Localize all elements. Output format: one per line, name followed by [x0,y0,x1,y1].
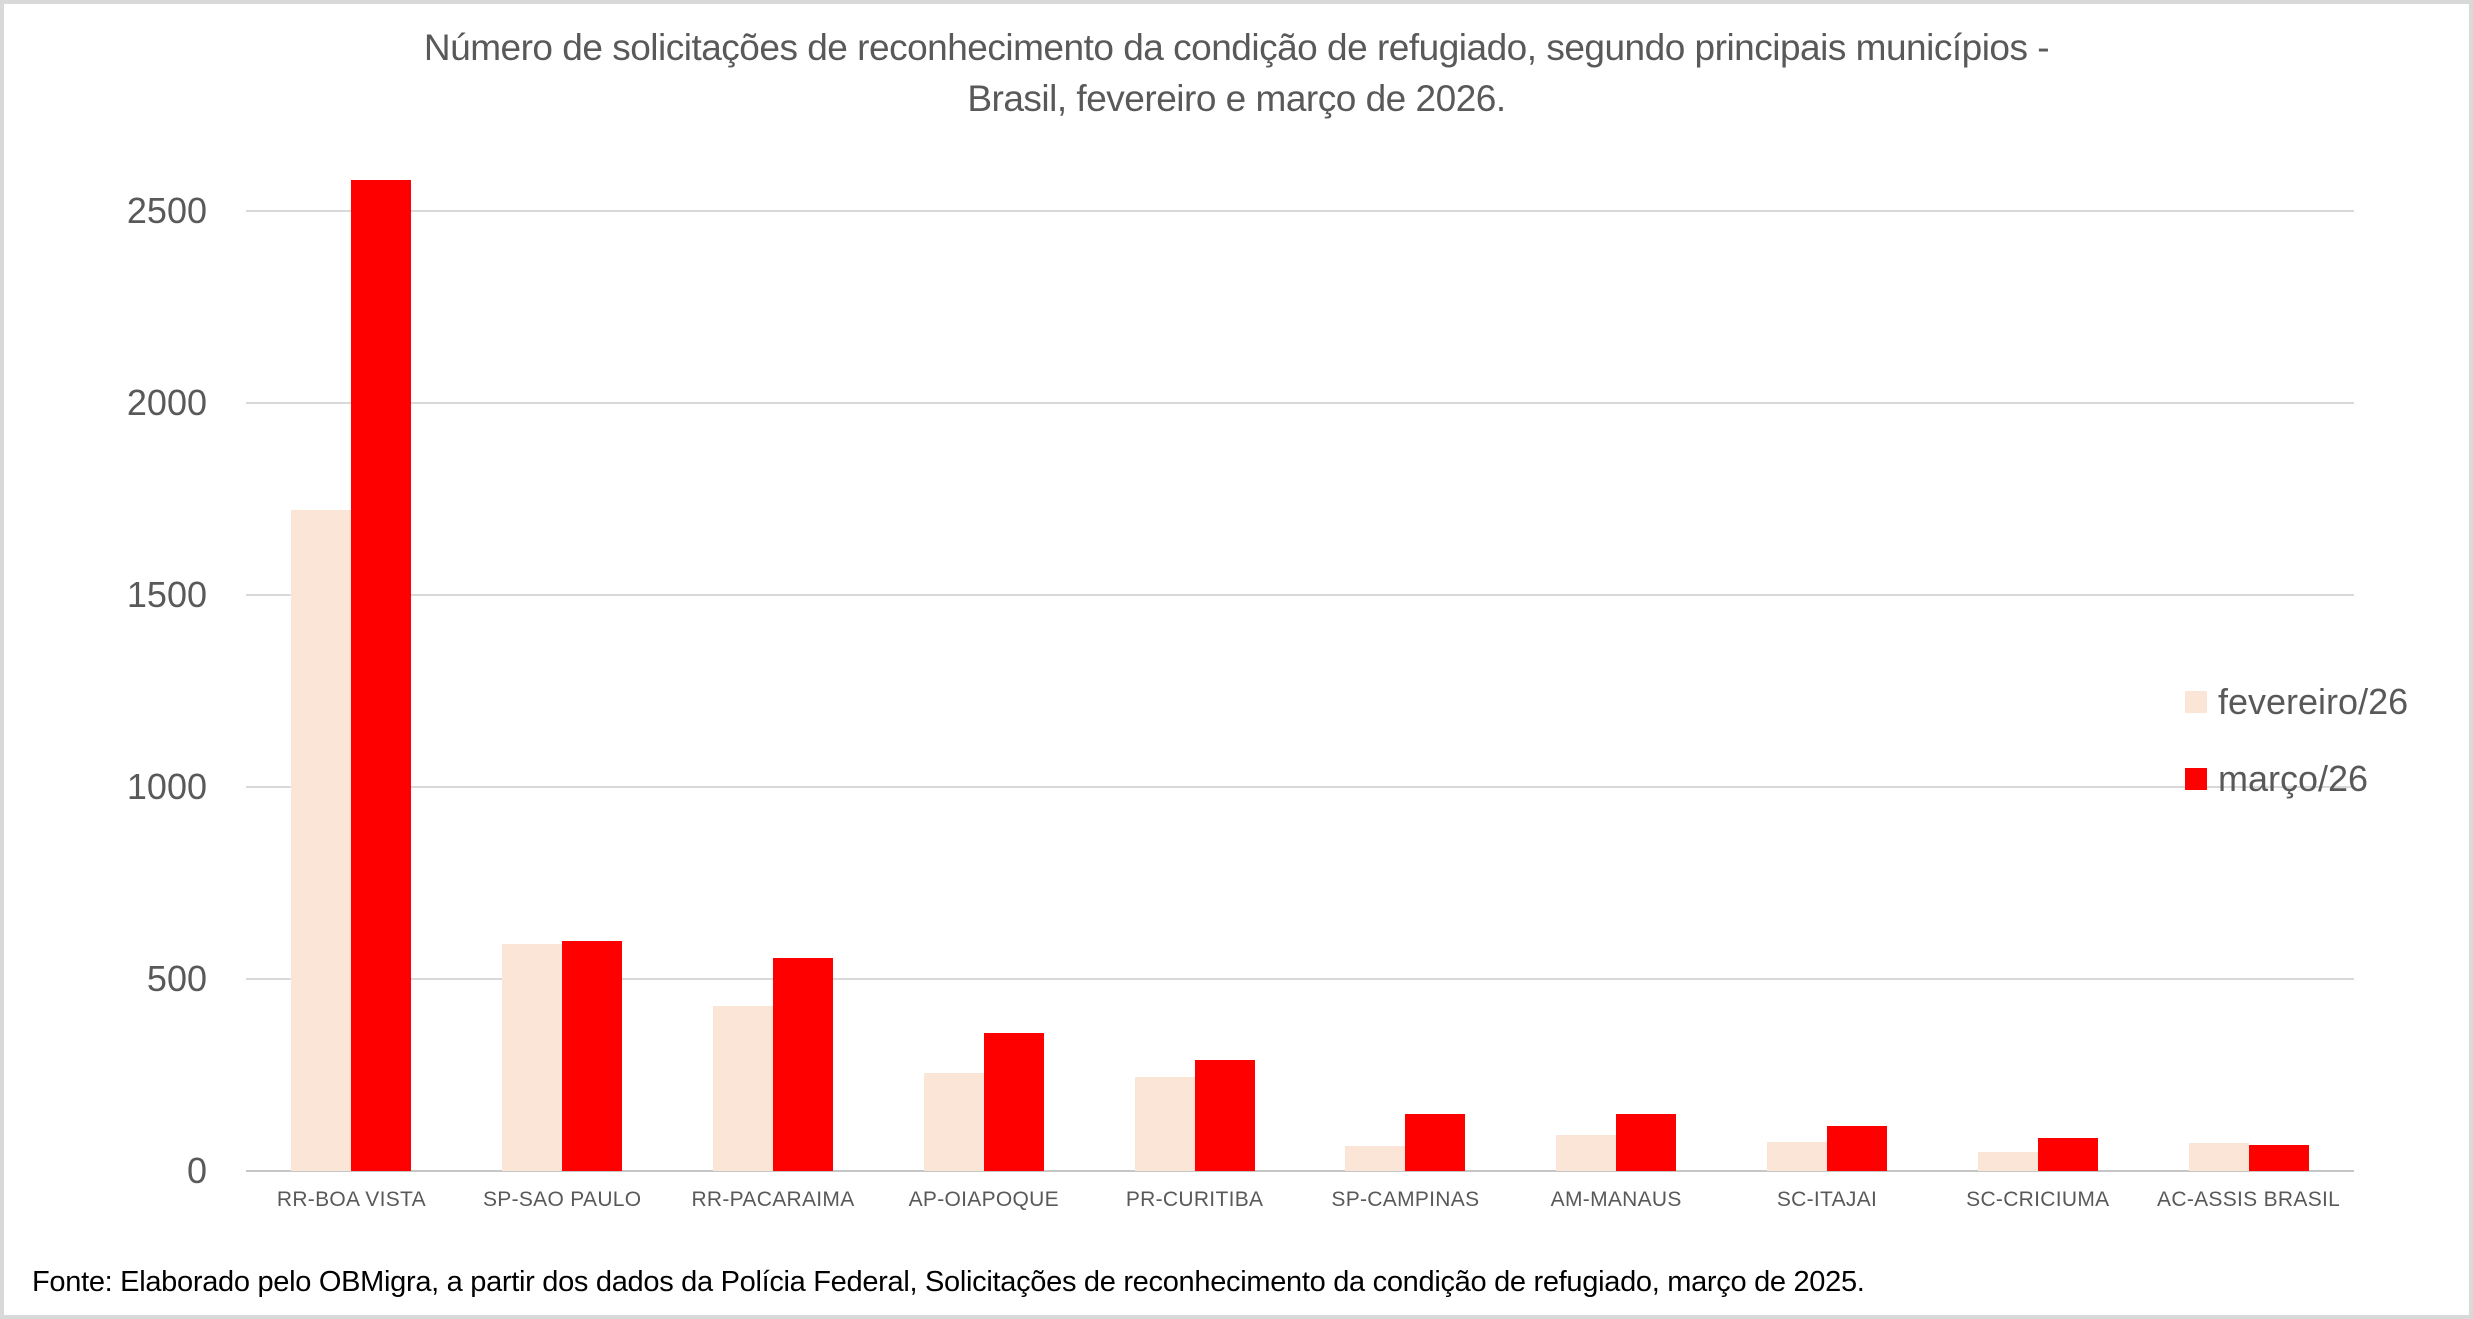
x-axis-label: SC-CRICIUMA [1966,1188,2110,1211]
bar-group [457,153,668,1171]
bar-group [1511,153,1722,1171]
bar-fevereiro [1767,1142,1827,1171]
bar-fevereiro [1135,1077,1195,1171]
bar-group [1932,153,2143,1171]
x-axis-label: SP-CAMPINAS [1331,1188,1480,1211]
x-axis-label: PR-CURITIBA [1125,1188,1264,1211]
x-axis-label: RR-PACARAIMA [691,1188,855,1211]
source-note: Fonte: Elaborado pelo OBMigra, a partir dos dados da Polícia Federal, Solicitações de reconhecimento da condição de refugiado, março de 2025. [32,1266,1865,1298]
bar-group [1089,153,1300,1171]
bar-marco [1827,1126,1887,1171]
y-axis-label: 1000 [126,765,207,807]
bar-fevereiro [1556,1135,1616,1171]
bar-marco [562,941,622,1171]
legend [2185,680,2408,834]
bar-fevereiro [1978,1152,2038,1171]
bar-group [878,153,1089,1171]
x-axis-label: RR-BOA VISTA [276,1188,426,1211]
y-axis-label: 0 [186,1150,207,1191]
legend-item-marco [2185,757,2408,801]
bar-marco [1616,1114,1676,1171]
legend-swatch-fevereiro [2185,691,2207,713]
bar-fevereiro [502,944,562,1171]
legend-swatch-marco [2185,768,2207,790]
x-axis-label: AP-OIAPOQUE [908,1188,1059,1211]
bar-marco [1405,1114,1465,1171]
x-axis-label: SP-SAO PAULO [482,1188,642,1211]
bar-marco [2038,1138,2098,1171]
bar-marco [1195,1060,1255,1171]
legend-item-fevereiro [2185,680,2408,724]
bar-group [668,153,879,1171]
chart-title [4,22,2469,124]
bar-group [1300,153,1511,1171]
bar-group [246,153,457,1171]
legend-label-fevereiro: fevereiro/26 [2218,681,2409,722]
bar-group [2143,153,2354,1171]
bar-fevereiro [1345,1146,1405,1171]
bar-marco [2249,1145,2309,1172]
x-axis-label: AC-ASSIS BRASIL [2157,1188,2341,1211]
plot-area [246,153,2354,1171]
y-axis-label: 1500 [126,573,207,615]
bar-group [1722,153,1933,1171]
y-axis-label: 500 [146,957,207,999]
bar-marco [351,180,411,1171]
legend-label-marco: março/26 [2218,758,2369,799]
bar-fevereiro [924,1073,984,1171]
chart-title-line2: Brasil, fevereiro e março de 2026. [967,78,1506,119]
x-axis-label: SC-ITAJAI [1776,1188,1878,1211]
y-axis-label: 2000 [126,381,207,423]
chart-title-line1: Número de solicitações de reconhecimento da condição de refugiado, segundo principais municípios - [423,27,2050,68]
x-axis-label: AM-MANAUS [1550,1188,1682,1211]
bar-marco [773,958,833,1171]
y-axis-label: 2500 [126,189,207,231]
bar-fevereiro [291,510,351,1171]
bar-fevereiro [713,1006,773,1171]
bar-fevereiro [2189,1143,2249,1171]
bar-marco [984,1033,1044,1171]
